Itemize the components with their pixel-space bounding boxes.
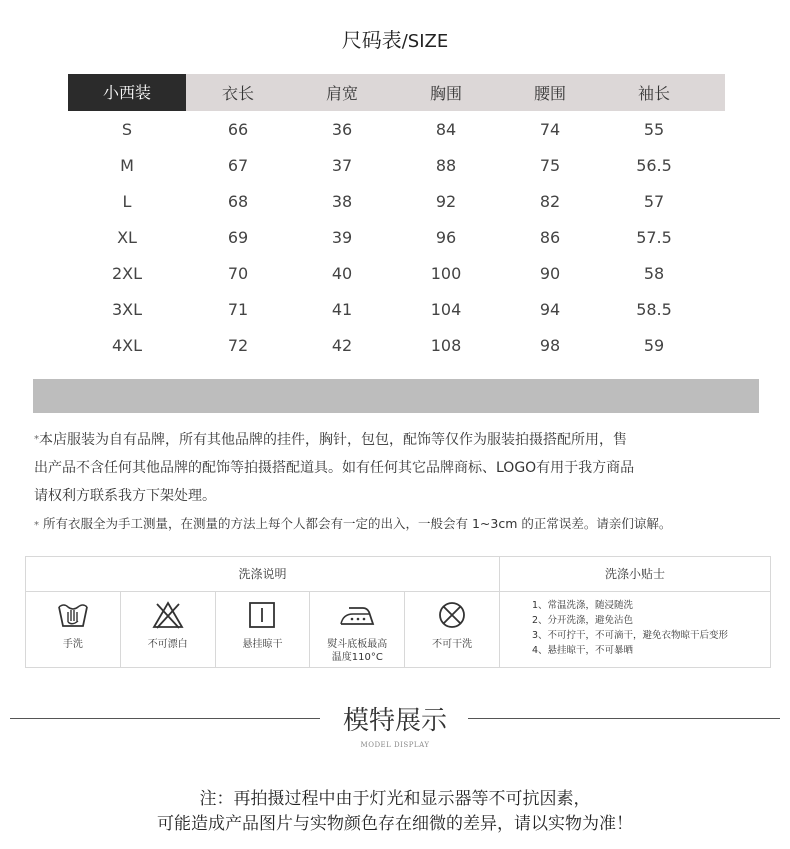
care-label: [310, 638, 404, 664]
title-main: 尺码表: [341, 28, 402, 52]
table-row: [68, 147, 725, 183]
table-cell: 41: [331, 299, 353, 319]
table-cell: 58.5: [636, 299, 672, 319]
size-table-header: [68, 74, 725, 111]
table-cell: 94: [539, 299, 561, 319]
table-cell: 90: [539, 263, 561, 283]
table-cell: 42: [331, 335, 353, 355]
care-label-line1: 熨斗底板最高: [327, 639, 388, 650]
star-marker: *: [34, 434, 39, 445]
table-cell: 39: [331, 227, 353, 247]
iron-icon: [337, 600, 377, 630]
table-cell: 92: [435, 191, 457, 211]
table-cell: 82: [539, 191, 561, 211]
table-cell: 70: [227, 263, 249, 283]
table-cell: 88: [435, 155, 457, 175]
care-icons-row: [26, 592, 500, 667]
section-line-right: [468, 718, 780, 719]
table-cell: 86: [539, 227, 561, 247]
footer-line: 可能造成产品图片与实物颜色存在细微的差异，请以实物为准！: [157, 814, 633, 834]
table-cell: 59: [643, 335, 665, 355]
size-cell: 4XL: [111, 335, 143, 355]
table-row: [68, 327, 725, 363]
care-cell-hand-wash: [26, 592, 121, 667]
care-label: 手洗: [62, 639, 83, 650]
list-item: 2、分开洗涤，避免沾色: [532, 615, 634, 626]
footer-notice: [0, 787, 790, 837]
list-item: 3、不可拧干，不可滴干，避免衣物晾干后变形: [532, 630, 729, 641]
table-cell: 38: [331, 191, 353, 211]
table-cell: 72: [227, 335, 249, 355]
section-subtitle: MODEL DISPLAY: [360, 741, 430, 749]
notice-text: 本店服装为自有品牌，所有其他品牌的挂件，胸针，包包，配饰等仅作为服装拍摄搭配所用，售: [39, 432, 627, 448]
table-cell: 56.5: [636, 155, 672, 175]
no-dry-clean-icon: [435, 600, 469, 630]
table-cell: 37: [331, 155, 353, 175]
title-sub: /SIZE: [401, 31, 449, 52]
care-label: 不可干洗: [432, 639, 473, 650]
header-cell-waist: 腰围: [533, 84, 566, 103]
hand-wash-icon: [56, 600, 90, 630]
footer-line: 注：再拍摄过程中由于灯光和显示器等不可抗因素，: [199, 789, 591, 809]
star-marker: *: [34, 520, 39, 531]
hang-dry-icon: [245, 600, 279, 630]
list-item: 1、常温洗涤，随浸随洗: [532, 600, 634, 611]
table-cell: 57: [643, 191, 665, 211]
table-cell: 58: [643, 263, 665, 283]
table-cell: 96: [435, 227, 457, 247]
care-cell-no-bleach: [121, 592, 216, 667]
divider-band: [33, 379, 759, 413]
brand-notice: [34, 426, 764, 510]
table-cell: 100: [430, 263, 462, 283]
table-cell: 75: [539, 155, 561, 175]
size-cell: XL: [117, 227, 137, 247]
table-cell: 71: [227, 299, 249, 319]
section-title: 模特展示: [342, 706, 447, 736]
list-item: 4、悬挂晾干，不可暴晒: [532, 645, 634, 656]
table-row: [68, 291, 725, 327]
notice-line: [34, 426, 764, 454]
notice-text: 所有衣服全为手工测量，在测量的方法上每个人都会有一定的出入，一般会有 1~3cm 的正常误差。请亲们谅解。: [42, 516, 672, 531]
wash-instructions-title: 洗涤说明: [26, 557, 500, 592]
care-label: 悬挂晾干: [242, 639, 283, 650]
size-cell: 3XL: [111, 299, 143, 319]
header-cell-shoulder: 肩宽: [325, 84, 358, 103]
care-instructions-box: [25, 556, 771, 668]
size-cell: L: [122, 191, 132, 211]
measurement-notice: [34, 514, 774, 532]
wash-tips-list: [532, 598, 728, 658]
notice-line: 出产品不含任何其他品牌的配饰等拍摄搭配道具。如有任何其它品牌商标、LOGO有用于我方商品: [34, 460, 635, 476]
header-cell-item: 小西装: [68, 74, 186, 111]
table-cell: 74: [539, 119, 561, 139]
table-cell: 67: [227, 155, 249, 175]
notice-line: 请权利方联系我方下架处理。: [34, 488, 216, 504]
table-row: [68, 183, 725, 219]
table-row: [68, 219, 725, 255]
table-cell: 40: [331, 263, 353, 283]
care-cell-hang-dry: [216, 592, 311, 667]
table-cell: 104: [430, 299, 462, 319]
header-cell-chest: 胸围: [429, 84, 462, 103]
table-row: [68, 255, 725, 291]
table-cell: 98: [539, 335, 561, 355]
care-label: 不可漂白: [147, 639, 188, 650]
wash-tips-title: 洗涤小贴士: [500, 557, 770, 592]
header-cell-length: 衣长: [221, 84, 254, 103]
table-cell: 36: [331, 119, 353, 139]
size-cell: 2XL: [111, 263, 143, 283]
care-label-line2: 温度110°C: [331, 652, 383, 663]
size-cell: M: [120, 155, 134, 175]
care-cell-iron: [310, 592, 405, 667]
header-cell-sleeve: 袖长: [637, 84, 670, 103]
table-cell: 68: [227, 191, 249, 211]
care-cell-no-dry-clean: [405, 592, 499, 667]
table-cell: 55: [643, 119, 665, 139]
size-cell: S: [121, 119, 133, 139]
table-cell: 66: [227, 119, 249, 139]
table-row: [68, 111, 725, 147]
table-cell: 69: [227, 227, 249, 247]
size-table: [68, 74, 725, 363]
no-bleach-icon: [151, 600, 185, 630]
table-cell: 84: [435, 119, 457, 139]
table-cell: 57.5: [636, 227, 672, 247]
table-cell: 108: [430, 335, 462, 355]
page-title: [0, 24, 790, 53]
